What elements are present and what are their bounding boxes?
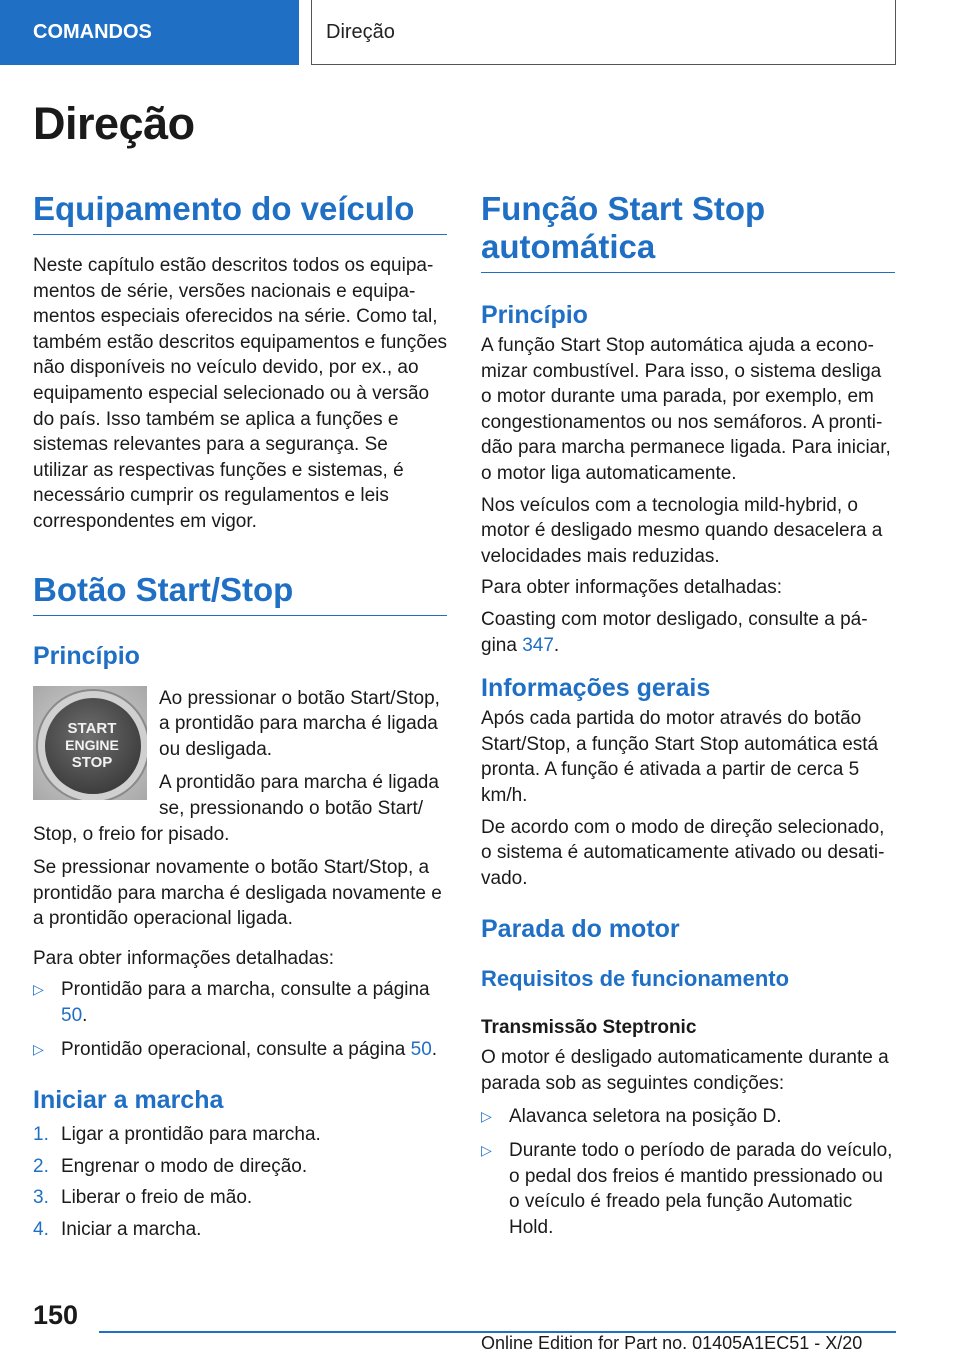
principle-text-1: Ao pressionar o botão Start/Stop, a prontidão para marcha é ligada ou desligada.	[159, 687, 440, 760]
asf-principle-text-3: Para obter informações detalhadas:	[481, 577, 783, 599]
triangle-bullet-icon: ▷	[33, 981, 44, 998]
right-column	[481, 190, 895, 1240]
list-item-text: Durante todo o período de parada do veículo, o pedal dos freios é mantido pressionado ou o veículo é freado pela função Automatic Hold.	[509, 1140, 893, 1238]
triangle-bullet-icon: ▷	[33, 1040, 44, 1057]
section-tab-label: COMANDOS	[33, 21, 152, 43]
more-info-text: Para obter informações detalhadas:	[33, 947, 335, 969]
button-label-engine: ENGINE	[65, 736, 119, 753]
list-item	[33, 1037, 447, 1063]
heading-auto-start-stop: Função Start Stop automática	[481, 190, 895, 273]
list-item	[481, 1104, 895, 1130]
list-item-text: Prontidão para a marcha, consulte a página	[61, 979, 430, 1001]
list-item-text: Alavanca seletora na posição D.	[509, 1106, 782, 1128]
heading-start-stop-button: Botão Start/Stop	[33, 571, 447, 616]
coasting-text: Coasting com motor desligado, consulte a página	[481, 608, 868, 656]
step-item	[33, 1122, 447, 1148]
page-link[interactable]: 50	[410, 1038, 432, 1060]
conditions-list	[481, 1104, 895, 1240]
step-text: Liberar o freio de mão.	[61, 1187, 253, 1209]
page-link[interactable]: 347	[522, 634, 554, 656]
step-number: 2.	[33, 1155, 49, 1177]
heading-engine-stop: Parada do motor	[481, 915, 680, 944]
coasting-suffix: .	[553, 634, 560, 656]
heading-start-driving: Iniciar a marcha	[33, 1086, 224, 1115]
general-text-2: De acordo com o modo de direção selecionado, o sistema é automaticamente ativado ou desativado.	[481, 816, 885, 889]
step-number: 1.	[33, 1124, 49, 1146]
list-item-suffix: .	[82, 1005, 88, 1027]
topic-header	[311, 0, 896, 65]
step-text: Engrenar o modo de direção.	[61, 1155, 308, 1177]
asf-principle-text-4	[481, 607, 895, 658]
heading-steptronic: Transmissão Steptronic	[481, 1017, 697, 1039]
general-text-1: Após cada partida do motor através do botão Start/Stop, a função Start Stop automática está pronta. A função é ativada a partir de cerca 5 km/h.	[481, 708, 879, 806]
button-label-start: START	[67, 719, 117, 737]
steps-list	[33, 1122, 447, 1242]
button-label-stop: STOP	[71, 753, 113, 771]
start-stop-button-image	[33, 686, 147, 800]
step-text: Iniciar a marcha.	[61, 1219, 202, 1241]
principle-text-3: Se pressionar novamente o botão Start/Stop, a prontidão para marcha é desligada novamente e a prontidão operacional ligada.	[33, 857, 442, 930]
step-text: Ligar a prontidão para marcha.	[61, 1124, 321, 1146]
heading-vehicle-equipment: Equipamento do veículo	[33, 190, 447, 235]
list-item-text: Prontidão operacional, consulte a página	[61, 1038, 411, 1060]
step-item	[33, 1217, 447, 1243]
heading-general-info: Informações gerais	[481, 674, 711, 703]
list-item	[33, 977, 447, 1028]
section-tab	[0, 0, 299, 65]
list-item-suffix: .	[431, 1038, 438, 1060]
step-number: 3.	[33, 1187, 49, 1209]
principle-text-2: A prontidão para marcha é ligada se, pressionando o botão Start/ Stop, o freio for pisado.	[33, 772, 439, 845]
reference-list	[33, 977, 447, 1062]
triangle-bullet-icon: ▷	[481, 1108, 492, 1125]
step-item	[33, 1185, 447, 1211]
steptronic-text: O motor é desligado automaticamente durante a parada sob as seguintes condições:	[481, 1047, 889, 1094]
step-number: 4.	[33, 1219, 49, 1241]
heading-requirements: Requisitos de funcionamento	[481, 966, 790, 992]
page-title: Direção	[33, 98, 195, 149]
footer-edition: Online Edition for Part no. 01405A1EC51 - X/20	[481, 1333, 863, 1353]
vehicle-equipment-text: Neste capítulo estão descritos todos os equipamentos de série, versões nacionais e equipamentos especiais oferecidos na série. Como tal, também estão descritos equipamentos e funções não disponíveis no veículo devido, por ex., ao equipamento especial selecionado ou à versão do país. Isso também se aplica a funções e sistemas relevantes para a segurança. Se utilizar as respectivas funções e sistemas, é necessário cumprir os regulamentos e leis correspondentes em vigor.	[33, 255, 448, 532]
list-item	[481, 1138, 895, 1240]
left-column	[33, 190, 447, 1243]
asf-principle-text-1: A função Start Stop automática ajuda a economizar combustível. Para isso, o sistema desliga o motor durante uma parada, por exemplo, em congestionamentos ou nos semáforos. A prontidão para marcha permanece ligada. Para iniciar, o motor liga automaticamente.	[481, 335, 891, 484]
page-number: 150	[33, 1300, 79, 1330]
heading-principle-left: Princípio	[33, 641, 140, 670]
topic-label: Direção	[326, 20, 395, 43]
asf-principle-text-2: Nos veículos com a tecnologia mild-hybrid, o motor é desligado mesmo quando desacelera a velocidades mais reduzidas.	[481, 494, 883, 567]
triangle-bullet-icon: ▷	[481, 1142, 492, 1159]
page-link[interactable]: 50	[61, 1005, 83, 1027]
step-item	[33, 1154, 447, 1180]
heading-principle-right: Princípio	[481, 301, 588, 329]
